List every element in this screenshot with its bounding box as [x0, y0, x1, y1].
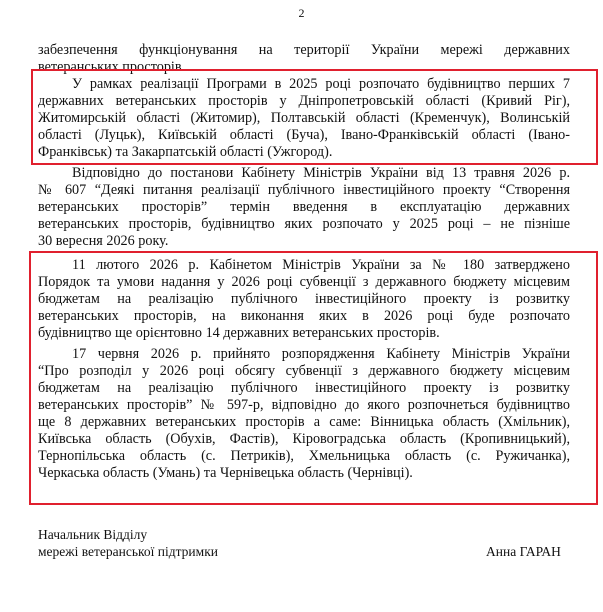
paragraph-line: Черкаська область (Умань) та Чернівецька область (Чернівці).: [38, 465, 413, 481]
paragraph-line: ветеранських просторів” № 597-р, відповідно до якого розпочнеться будівництво: [38, 397, 570, 413]
paragraph-line: Відповідно до постанови Кабінету Міністрів України від 13 травня 2026 р.: [72, 165, 570, 181]
paragraph-line: забезпечення функціонування на території України мережі державних: [38, 42, 570, 58]
paragraph-line: бюджетам на реалізацію публічного інвестиційного проекту із розвитку: [38, 380, 570, 396]
paragraph-line: ще 8 державних ветеранських просторів а саме: Вінницька область (Хмільник),: [38, 414, 570, 430]
signature-name: Анна ГАРАН: [486, 544, 561, 559]
paragraph-line: № 607 “Деякі питання реалізації публічного інвестиційного проекту “Створення: [38, 182, 570, 198]
page-number: 2: [298, 6, 305, 20]
paragraph-line: Київська область (Обухів, Фастів), Кіровоградська область (Кропивницький),: [38, 431, 570, 447]
signature-title-line-1: Начальник Відділу: [38, 527, 148, 542]
paragraph-line: будівництво ще орієнтовно 14 державних ветеранських просторів.: [38, 325, 440, 341]
paragraph-line: 17 червня 2026 р. прийнято розпорядження Кабінету Міністрів України: [72, 346, 570, 362]
paragraph-line: ветеранських просторів, на виконання яких в 2026 році буде розпочато: [38, 308, 570, 324]
paragraph-line: Франківськ) та Закарпатській області (Ужгород).: [38, 144, 333, 160]
signature-title-line-2: мережі ветеранської підтримки: [38, 544, 218, 559]
paragraph-line: Житомирській області (Житомир), Полтавській області (Кременчук), Волинській: [38, 110, 570, 126]
paragraph-line: ветеранських просторів” термін введення в експлуатацію державних: [38, 199, 570, 215]
paragraph-line: бюджетам на реалізацію публічного інвестиційного проекту із розвитку: [38, 291, 570, 307]
paragraph-line: У рамках реалізації Програми в 2025 році розпочато будівництво перших 7: [72, 76, 570, 92]
paragraph-line: області (Луцьк), Київській області (Буча), Івано-Франківській області (Івано-: [38, 127, 570, 143]
paragraph-line: ветеранських просторів, будівництво яких розпочато у 2025 році – не пізніше: [38, 216, 570, 232]
paragraph-line: Порядок та умови надання у 2026 році субвенції з державного бюджету місцевим: [38, 274, 570, 290]
paragraph-line: 11 лютого 2026 р. Кабінетом Міністрів України за № 180 затверджено: [72, 257, 570, 273]
paragraph-line: Тернопільська область (с. Петриків), Хмельницька область (с. Ружичанка),: [38, 448, 570, 464]
paragraph-line: 30 вересня 2026 року.: [38, 233, 169, 249]
paragraph-line: ветеранських просторів.: [38, 59, 186, 75]
paragraph-line: державних ветеранських просторів у Дніпропетровській області (Кривий Ріг),: [38, 93, 570, 109]
paragraph-line: “Про розподіл у 2026 році обсягу субвенції з державного бюджету місцевим: [38, 363, 570, 379]
